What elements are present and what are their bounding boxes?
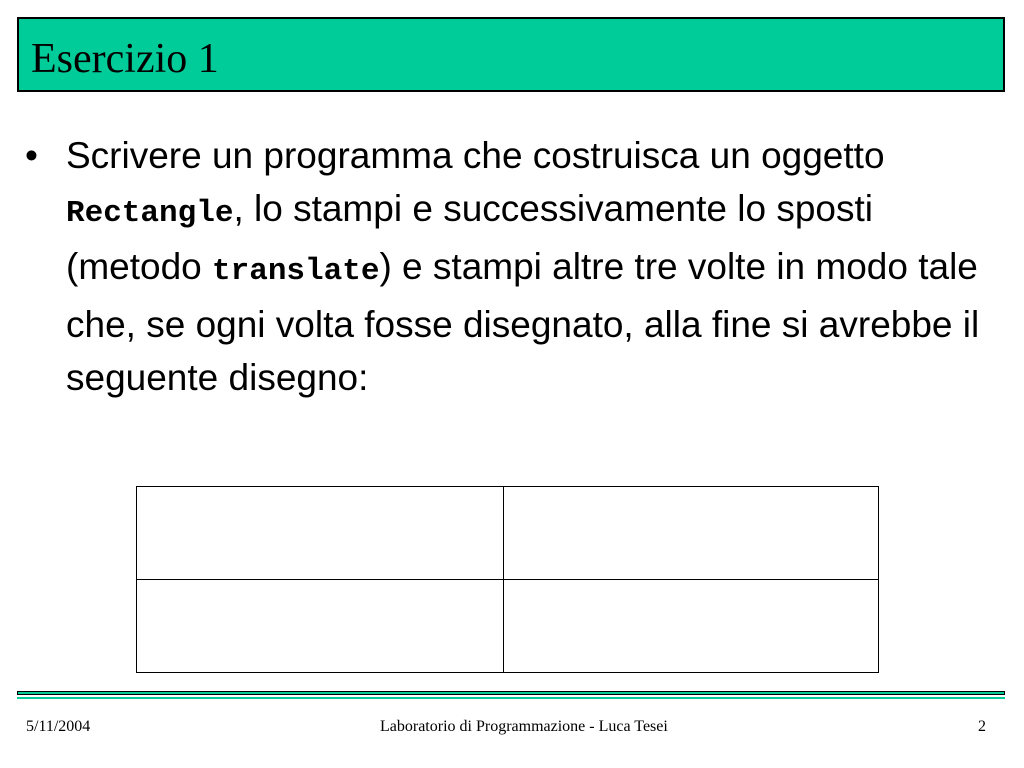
slide-title: Esercizio 1 [31, 36, 219, 82]
footer-course-author: Laboratorio di Programmazione - Luca Tesei [380, 718, 668, 735]
code-translate: translate [212, 254, 380, 289]
rectangle-drawing [136, 486, 879, 673]
footer-page-number: 2 [978, 718, 986, 735]
code-rectangle: Rectangle [66, 196, 234, 231]
bullet-icon: • [25, 135, 38, 176]
footer-date: 5/11/2004 [26, 718, 91, 735]
bullet-text-part-2: , lo stampi e successivamente lo sposti (metodo [66, 188, 873, 287]
drawing-horizontal-line [137, 579, 878, 580]
bullet-item [25, 129, 985, 404]
bullet-text-part-1: Scrivere un programma che costruisca un oggetto [66, 135, 885, 176]
footer-divider-thick [17, 691, 1005, 695]
footer-divider-thin [17, 697, 1005, 699]
bullet-text-part-3: ) e stampi altre tre volte in modo tale che, se ogni volta fosse disegnato, alla fine si avrebbe il seguente disegno: [66, 246, 980, 398]
slide-title-bar [17, 17, 1005, 92]
bullet-text [66, 129, 985, 404]
